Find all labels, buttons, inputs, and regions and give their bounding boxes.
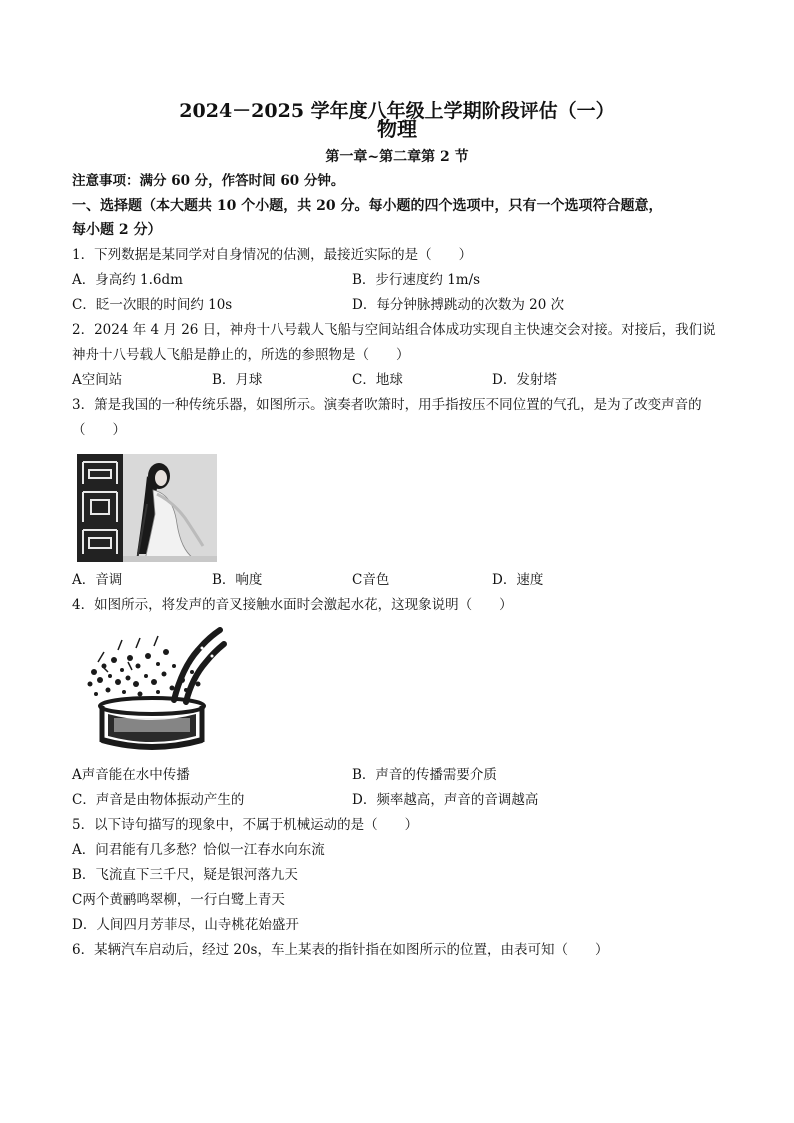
q5-option-d[interactable]: D．人间四月芳菲尽，山寺桃花始盛开 [72,917,299,933]
q3-stem: 3．箫是我国的一种传统乐器，如图所示。演奏者吹箫时，用手指按压不同位置的气孔，是为了改变声音的 [72,397,702,413]
q3-option-b[interactable]: B．响度 [212,572,263,588]
q5-option-b[interactable]: B．飞流直下三千尺，疑是银河落九天 [72,867,298,883]
q4-option-a[interactable]: A声音能在水中传播 [72,767,190,783]
q2-option-d[interactable]: D．发射塔 [492,372,557,388]
flute-player-illustration [77,454,217,562]
subject-title: 物理 [377,117,417,141]
q3-option-a[interactable]: A．音调 [72,572,123,588]
q4-stem: 4．如图所示，将发声的音叉接触水面时会激起水花，这现象说明（ ） [72,597,513,613]
q1-stem: 1．下列数据是某同学对自身情况的估测，最接近实际的是（ ） [72,247,473,263]
exam-title: 2024－2025 学年度八年级上学期阶段评估（一） [179,100,615,122]
q6-stem: 6．某辆汽车启动后，经过 20s，车上某表的指针指在如图所示的位置，由表可知（ ） [72,942,609,958]
q2-stem-cont: 神舟十八号载人飞船是静止的，所选的参照物是（ ） [72,347,410,363]
q3-option-d[interactable]: D．速度 [492,572,544,588]
q1-option-c[interactable]: C．眨一次眼的时间约 10s [72,297,233,313]
q2-option-c[interactable]: C．地球 [352,372,403,388]
q1-option-d[interactable]: D．每分钟脉搏跳动的次数为 20 次 [352,297,565,313]
q4-option-b[interactable]: B．声音的传播需要介质 [352,767,497,783]
notice: 注意事项：满分 60 分，作答时间 60 分钟。 [72,173,345,189]
q2-option-b[interactable]: B．月球 [212,372,263,388]
q5-option-a[interactable]: A．问君能有几多愁？恰似一江春水向东流 [72,842,325,858]
q5-stem: 5．以下诗句描写的现象中，不属于机械运动的是（ ） [72,817,419,833]
q1-option-a[interactable]: A．身高约 1.6dm [72,272,183,288]
q2-stem: 2．2024 年 4 月 26 日，神舟十八号载人飞船与空间站组合体成功实现自主快速交会对接。对接后，我们说 [72,322,716,338]
section-heading: 一、选择题（本大题共 10 个小题，共 20 分。每小题的四个选项中，只有一个选项符合题意， [72,198,663,214]
tuning-fork-splash-illustration [74,622,229,754]
section-heading-cont: 每小题 2 分） [72,222,162,238]
q3-stem-cont: （ ） [72,422,126,438]
q2-option-a[interactable]: A空间站 [72,372,123,388]
exam-scope: 第一章~第二章第 2 节 [325,149,469,165]
q1-option-b[interactable]: B．步行速度约 1m/s [352,272,481,288]
xiao-flute-figure [77,454,217,562]
tuning-fork-water-figure [74,622,229,754]
q5-option-c[interactable]: C两个黄鹂鸣翠柳，一行白鹭上青天 [72,892,285,908]
q4-option-c[interactable]: C．声音是由物体振动产生的 [72,792,245,808]
q3-option-c[interactable]: C音色 [352,572,390,588]
q4-option-d[interactable]: D．频率越高，声音的音调越高 [352,792,539,808]
